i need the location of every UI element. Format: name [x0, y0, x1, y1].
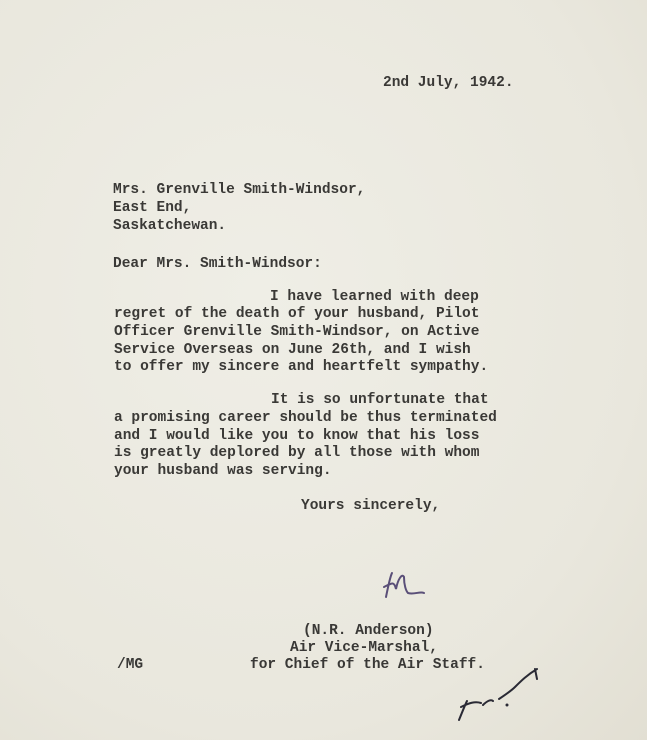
body-line: regret of the death of your husband, Pilot — [114, 306, 480, 322]
signatory-rank: Air Vice-Marshal, — [290, 640, 438, 656]
body-line: Officer Grenville Smith-Windsor, on Active — [114, 324, 480, 340]
body-line: I have learned with deep — [270, 289, 479, 305]
letter-date: 2nd July, 1942. — [383, 75, 514, 91]
reference-initials: /MG — [117, 657, 144, 673]
address-line: Mrs. Grenville Smith-Windsor, — [113, 182, 366, 198]
handwritten-initials — [455, 665, 555, 725]
closing: Yours sincerely, — [301, 498, 441, 514]
body-line: It is so unfortunate that — [271, 392, 489, 408]
body-line: and I would like you to know that his loss — [114, 428, 480, 444]
address-line: East End, — [113, 200, 192, 216]
signatory-name: (N.R. Anderson) — [303, 623, 434, 639]
signatory-role: for Chief of the Air Staff. — [250, 657, 485, 673]
body-line: Service Overseas on June 26th, and I wish — [114, 342, 471, 358]
body-line: is greatly deplored by all those with whom — [114, 445, 480, 461]
salutation: Dear Mrs. Smith-Windsor: — [113, 256, 322, 272]
body-line: a promising career should be thus terminated — [114, 410, 497, 426]
body-line: your husband was serving. — [114, 463, 332, 479]
body-line: to offer my sincere and heartfelt sympathy. — [114, 359, 489, 375]
handwritten-signature — [378, 565, 438, 605]
address-line: Saskatchewan. — [113, 218, 227, 234]
